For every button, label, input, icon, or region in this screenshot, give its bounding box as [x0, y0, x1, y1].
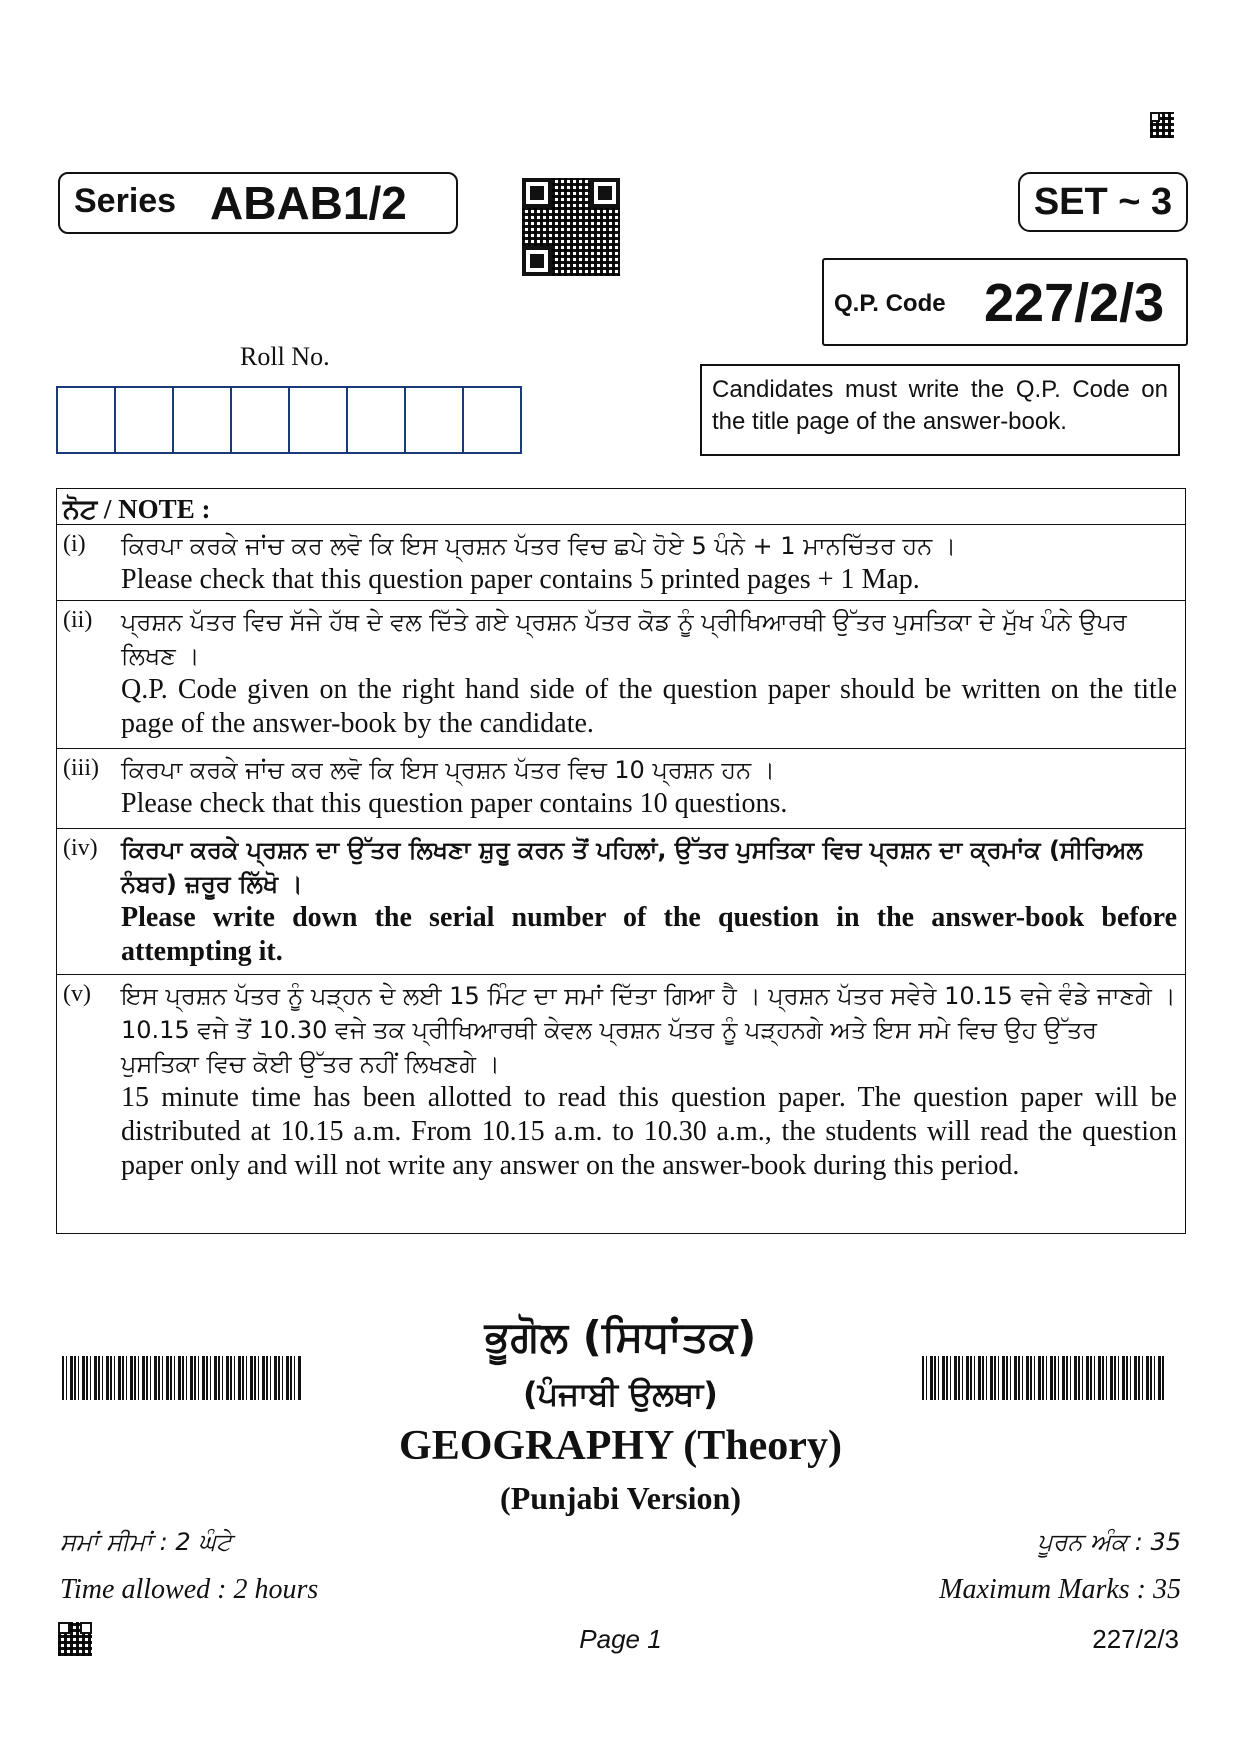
qr-code-main — [522, 178, 620, 276]
roll-cell — [290, 388, 348, 452]
roll-cell — [232, 388, 290, 452]
page-number: Page 1 — [579, 1624, 662, 1654]
subject-title-english: GEOGRAPHY (Theory) — [399, 1423, 842, 1469]
series-value: ABAB1/2 — [210, 177, 407, 229]
roll-cell — [348, 388, 406, 452]
notes-heading: ਨੋਟ / NOTE : — [57, 489, 1185, 525]
candidates-instruction: Candidates must write the Q.P. Code on the title page of the answer-book. — [700, 364, 1180, 456]
note-item — [57, 975, 1185, 1233]
note-text-punjabi: ਕਿਰਪਾ ਕਰਕੇ ਪ੍ਰਸ਼ਨ ਦਾ ਉੱਤਰ ਲਿਖਣਾ ਸ਼ੁਰੂ ਕਰਨ ਤੋਂ ਪਹਿਲਾਂ, ਉੱਤਰ ਪੁਸਤਿਕਾ ਵਿਚ ਪ੍ਰਸ਼ਨ ਦਾ ਕ੍ਰਮਾਂਕ (ਸੀਰਿਅਲ ਨੰਬਰ) ਜ਼ਰੂਰ ਲਿੱਖੋ । — [121, 836, 1143, 898]
note-text-punjabi: ਕਿਰਪਾ ਕਰਕੇ ਜਾਂਚ ਕਰ ਲਵੋ ਕਿ ਇਸ ਪ੍ਰਸ਼ਨ ਪੱਤਰ ਵਿਚ ਛਪੇ ਹੋਏ 5 ਪੰਨੇ + 1 ਮਾਨਚਿੱਤਰ ਹਨ । — [121, 532, 957, 560]
footer-qp-code: 227/2/3 — [1092, 1624, 1179, 1654]
note-item — [57, 749, 1185, 829]
max-marks-punjabi: ਪੂਰਨ ਅੰਕ : 35 — [1037, 1528, 1181, 1556]
note-item — [57, 601, 1185, 749]
version-title-punjabi: (ਪੰਜਾਬੀ ਉਲਥਾ) — [523, 1375, 718, 1413]
roll-cell — [464, 388, 520, 452]
time-allowed-punjabi: ਸਮਾਂ ਸੀਮਾਂ : 2 ਘੰਟੇ — [60, 1528, 232, 1556]
note-item — [57, 829, 1185, 975]
note-text-english: Please check that this question paper contains 10 questions. — [121, 788, 788, 819]
note-text-english: Please write down the serial number of the question in the answer-book before attempting it. — [121, 902, 1177, 967]
series-label: Series — [74, 182, 177, 220]
note-text-punjabi: ਇਸ ਪ੍ਰਸ਼ਨ ਪੱਤਰ ਨੂੰ ਪੜ੍ਹਨ ਦੇ ਲਈ 15 ਮਿੰਟ ਦਾ ਸਮਾਂ ਦਿੱਤਾ ਗਿਆ ਹੈ । ਪ੍ਰਸ਼ਨ ਪੱਤਰ ਸਵੇਰੇ 10.15 ਵਜੇ ਵੰਡੇ ਜਾਣਗੇ । 10.15 ਵਜੇ ਤੋਂ 10.30 ਵਜੇ ਤਕ ਪ੍ਰੀਖਿਆਰਥੀ ਕੇਵਲ ਪ੍ਰਸ਼ਨ ਪੱਤਰ ਨੂੰ ਪੜ੍ਹਨਗੇ ਅਤੇ ਇਸ ਸਮੇ ਵਿਚ ਉਹ ਉੱਤਰ ਪੁਸਤਿਕਾ ਵਿਚ ਕੋਈ ਉੱਤਰ ਨਹੀਂ ਲਿਖਣਗੇ । — [121, 982, 1176, 1078]
roll-cell — [406, 388, 464, 452]
note-number: (iii) — [63, 755, 99, 781]
qr-code-small-top — [1150, 112, 1174, 138]
note-number: (v) — [63, 981, 91, 1007]
note-item — [57, 525, 1185, 601]
roll-cell — [116, 388, 174, 452]
qp-code-label: Q.P. Code — [834, 290, 946, 317]
note-text-english: Please check that this question paper contains 5 printed pages + 1 Map. — [121, 564, 920, 595]
note-text-punjabi: ਪ੍ਰਸ਼ਨ ਪੱਤਰ ਵਿਚ ਸੱਜੇ ਹੱਥ ਦੇ ਵਲ ਦਿੱਤੇ ਗਏ ਪ੍ਰਸ਼ਨ ਪੱਤਰ ਕੋਡ ਨੂੰ ਪ੍ਰੀਖਿਆਰਥੀ ਉੱਤਰ ਪੁਸਤਿਕਾ ਦੇ ਮੁੱਖ ਪੰਨੇ ਉਪਰ ਲਿਖਣ । — [121, 608, 1127, 670]
set-label: SET ~ 3 — [1033, 181, 1173, 223]
version-title-english: (Punjabi Version) — [500, 1480, 741, 1516]
time-allowed-english: Time allowed : 2 hours — [60, 1574, 319, 1605]
notes-box — [56, 488, 1186, 1234]
note-number: (iv) — [63, 835, 98, 861]
set-box — [1018, 172, 1188, 232]
qp-code-value: 227/2/3 — [984, 273, 1165, 333]
qp-code-box — [822, 258, 1188, 346]
subject-title-punjabi: ਭੂਗੋਲ (ਸਿਧਾਂਤਕ) — [484, 1312, 757, 1361]
note-text-english: Q.P. Code given on the right hand side of the question paper should be written on the title page of the answer-book by the candidate. — [121, 674, 1177, 739]
roll-number-grid — [56, 386, 522, 454]
note-text-english: 15 minute time has been allotted to read this question paper. The question paper will be distributed at 10.15 a.m. From 10.15 a.m. to 10.30 a.m., the students will read the question paper only and will not write any answer on the answer-book during this period. — [121, 1082, 1177, 1181]
roll-number-label: Roll No. — [240, 342, 330, 371]
roll-cell — [174, 388, 232, 452]
note-text-punjabi: ਕਿਰਪਾ ਕਰਕੇ ਜਾਂਚ ਕਰ ਲਵੋ ਕਿ ਇਸ ਪ੍ਰਸ਼ਨ ਪੱਤਰ ਵਿਚ 10 ਪ੍ਰਸ਼ਨ ਹਨ । — [121, 756, 775, 784]
roll-cell — [58, 388, 116, 452]
note-number: (ii) — [63, 607, 93, 633]
max-marks-english: Maximum Marks : 35 — [939, 1574, 1181, 1605]
series-box — [58, 172, 458, 234]
note-number: (i) — [63, 531, 86, 557]
